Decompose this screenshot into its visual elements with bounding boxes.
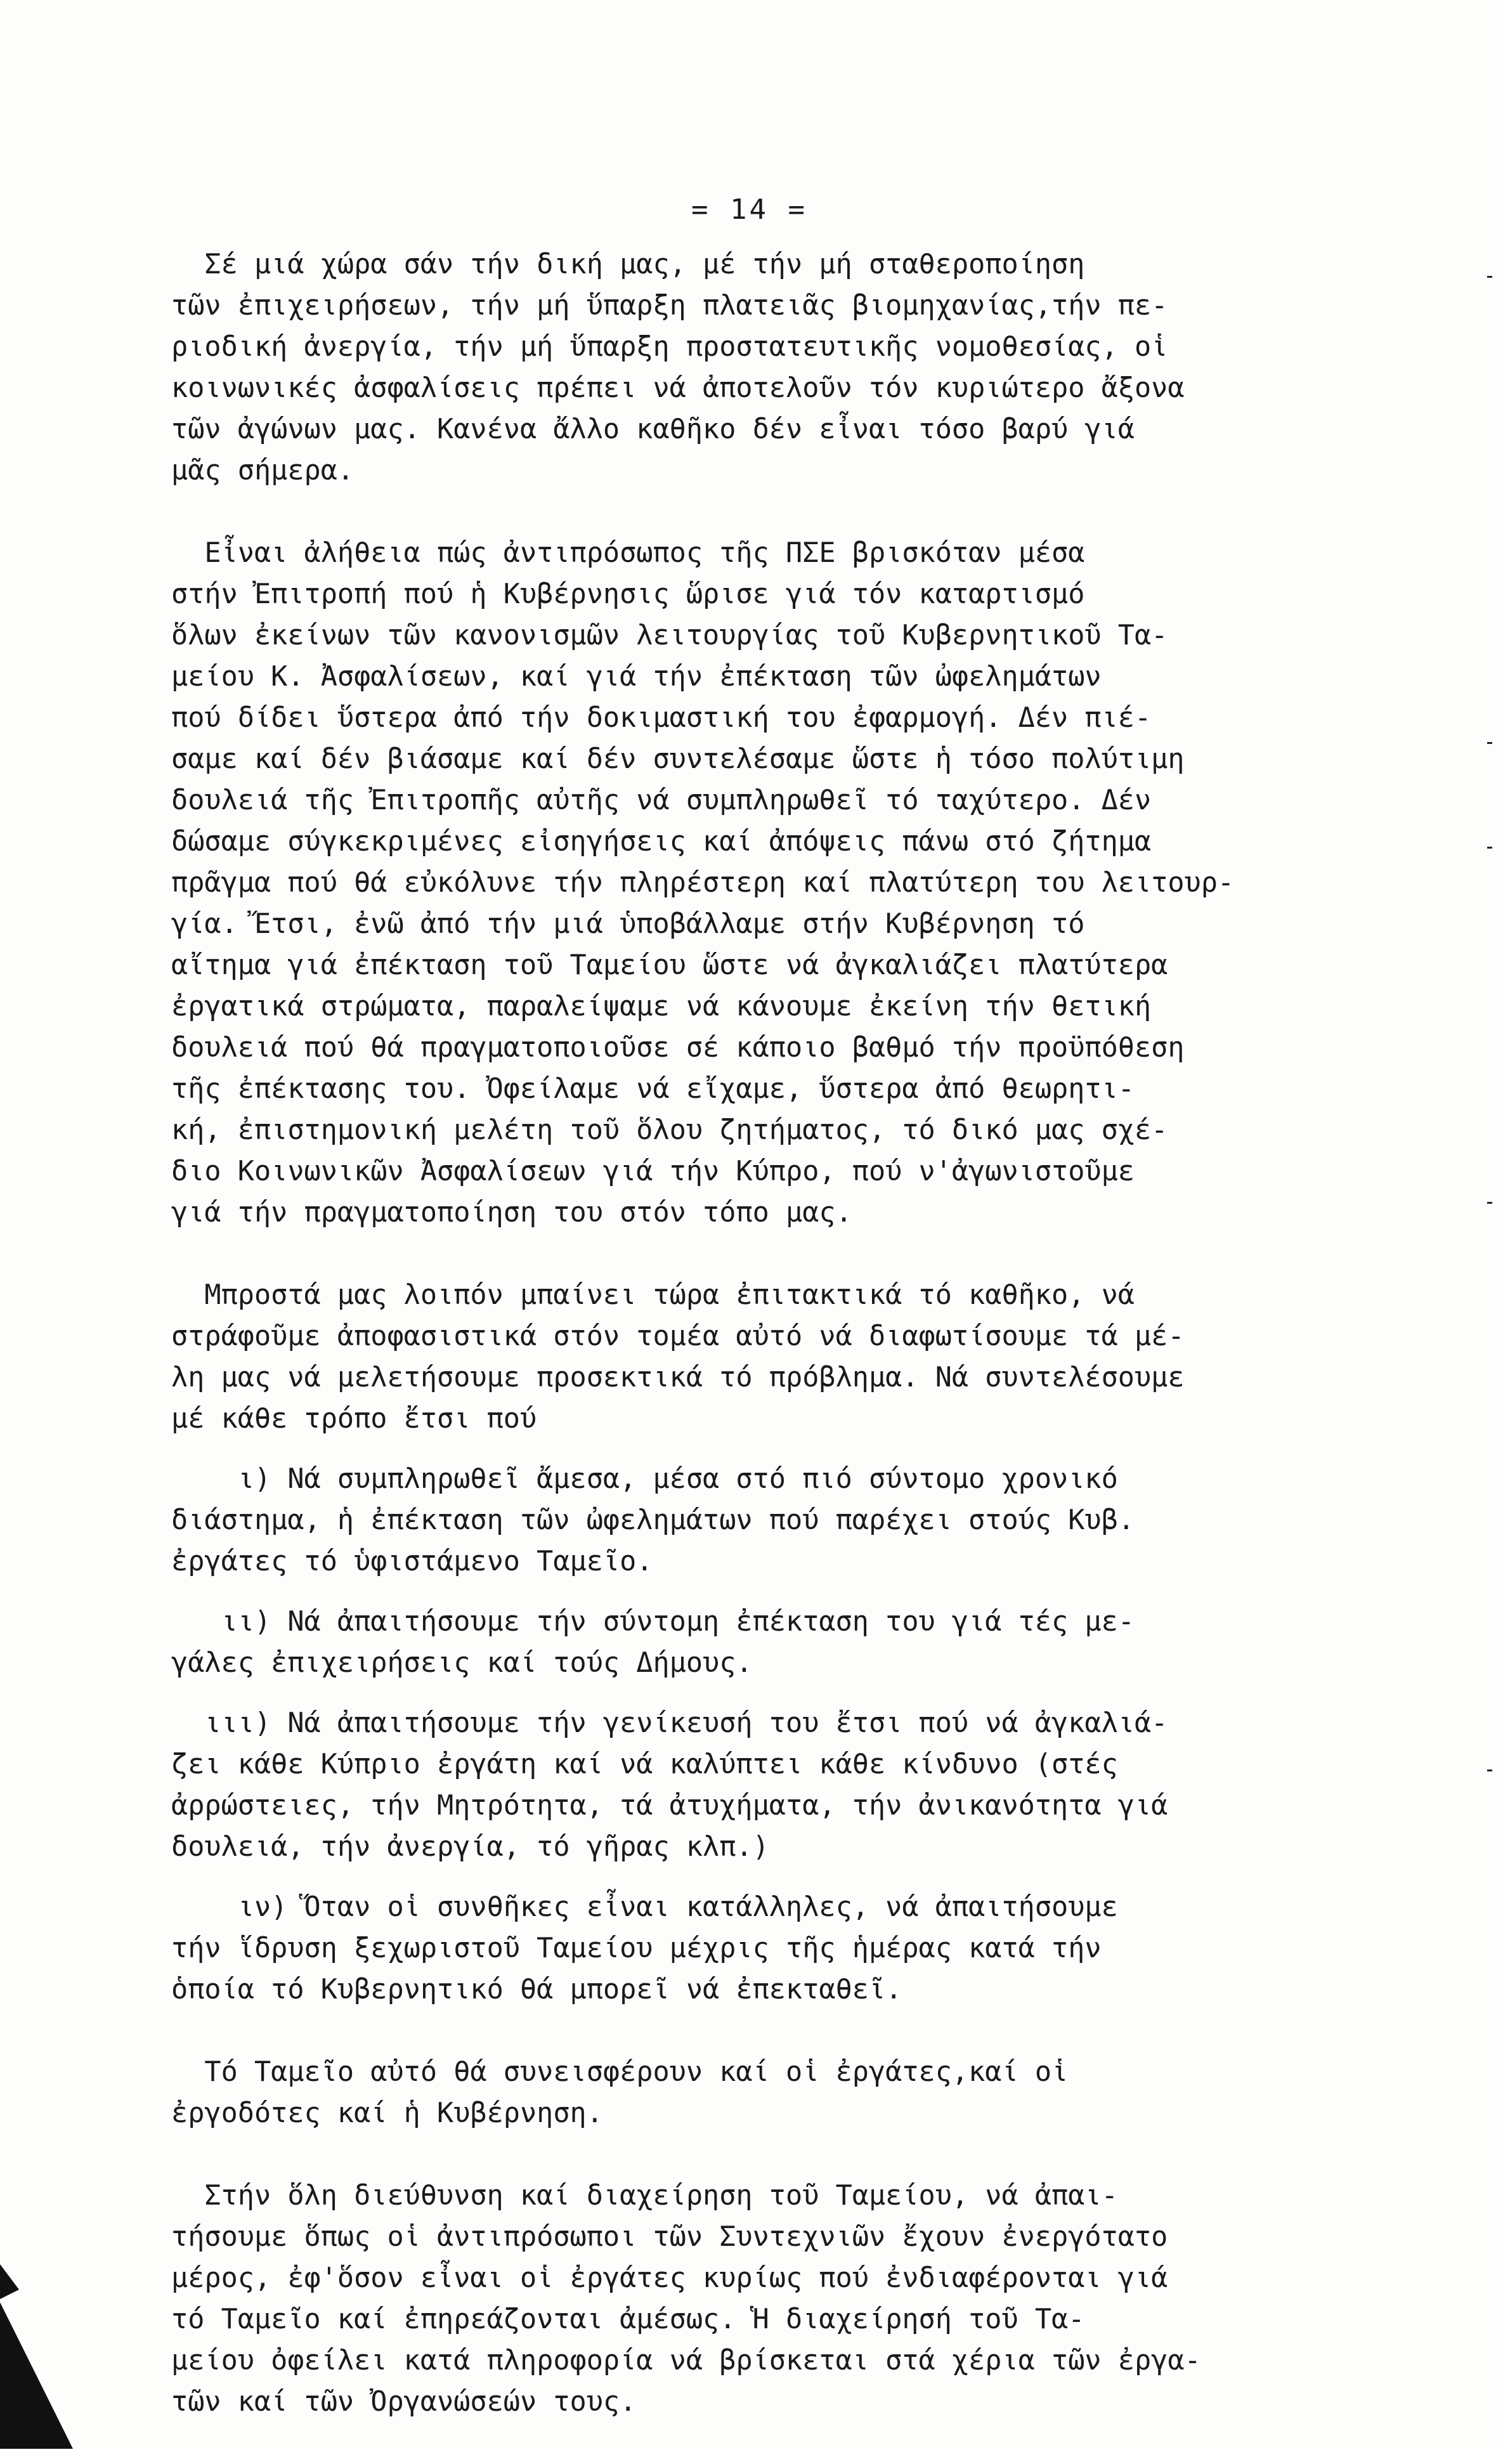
page-number: = 14 = <box>691 193 807 226</box>
text-line: διάστημα, ἡ ἐπέκταση τῶν ὠφελημάτων πού παρέχει στούς Κυβ. <box>171 1504 1135 1536</box>
text-line: Εἶναι ἀλήθεια πώς ἀντιπρόσωπος τῆς ΠΣΕ βρισκόταν μέσα <box>171 537 1085 569</box>
text-line: πρᾶγμα πού θά εὐκόλυνε τήν πληρέστερη καί πλατύτερη του λειτουρ- <box>171 867 1235 899</box>
text-line: διο Κοινωνικῶν Ἀσφαλίσεων γιά τήν Κύπρο, πού ν'ἀγωνιστοῦμε <box>171 1156 1135 1187</box>
text-line: δώσαμε σύγκεκριμένες εἰσηγήσεις καί ἀπόψεις πάνω στό ζήτημα <box>171 826 1152 857</box>
paragraph-tasks-intro <box>171 1275 1376 1440</box>
text-line: ιι) Νά ἀπαιτήσουμε τήν σύντομη ἐπέκταση του γιά τές με- <box>171 1606 1135 1638</box>
list-item-ii <box>171 1601 1376 1684</box>
text-line: σαμε καί δέν βιάσαμε καί δέν συντελέσαμε ὥστε ἡ τόσο πολύτιμη <box>171 743 1185 775</box>
text-line: τήσουμε ὅπως οἱ ἀντιπρόσωποι τῶν Συντεχνιῶν ἔχουν ἐνεργότατο <box>171 2221 1168 2253</box>
text-line: στήν Ἐπιτροπή πού ἡ Κυβέρνησις ὥρισε γιά τόν καταρτισμό <box>171 578 1085 610</box>
list-item-iii <box>171 1703 1376 1868</box>
text-line: ριοδική ἀνεργία, τήν μή ὕπαρξη προστατευτικῆς νομοθεσίας, οἱ <box>171 331 1168 363</box>
scan-edge-mark <box>1487 1202 1492 1204</box>
text-line: τῶν ἀγώνων μας. Κανένα ἄλλο καθῆκο δέν εἶναι τόσο βαρύ γιά <box>171 414 1135 445</box>
text-line: μέρος, ἐφ'ὅσον εἶναι οἱ ἐργάτες κυρίως πού ἐνδιαφέρονται γιά <box>171 2262 1168 2294</box>
text-line: μᾶς σήμερα. <box>171 455 355 486</box>
text-line: μείου Κ. Ἀσφαλίσεων, καί γιά τήν ἐπέκταση τῶν ὠφελημάτων <box>171 661 1102 693</box>
text-line: Σέ μιά χώρα σάν τήν δική μας, μέ τήν μή σταθεροποίηση <box>171 249 1085 280</box>
text-line: στράφοῦμε ἀποφασιστικά στόν τομέα αὐτό νά διαφωτίσουμε τά μέ- <box>171 1320 1185 1352</box>
text-line: γία. Ἔτσι, ἐνῶ ἀπό τήν μιά ὑποβάλλαμε στήν Κυβέρνηση τό <box>171 908 1085 940</box>
text-line: Τό Ταμεῖο αὐτό θά συνεισφέρουν καί οἱ ἐργάτες,καί οἱ <box>171 2056 1069 2088</box>
text-line: λη μας νά μελετήσουμε προσεκτικά τό πρόβλημα. Νά συντελέσουμε <box>171 1362 1185 1393</box>
text-line: ιιι) Νά ἀπαιτήσουμε τήν γενίκευσή του ἔτσι πού νά ἀγκαλιά- <box>171 1707 1168 1739</box>
text-line: γιά τήν πραγματοποίηση του στόν τόπο μας. <box>171 1197 852 1229</box>
paragraph-committee <box>171 533 1376 1234</box>
document-body <box>171 244 1376 2464</box>
text-line: Μπροστά μας λοιπόν μπαίνει τώρα ἐπιτακτικά τό καθῆκο, νά <box>171 1279 1135 1311</box>
text-line: τήν ἵδρυση ξεχωριστοῦ Ταμείου μέχρις τῆς ἡμέρας κατά τήν <box>171 1933 1102 1964</box>
paragraph-social-insurance <box>171 244 1376 492</box>
text-line: κή, ἐπιστημονική μελέτη τοῦ ὅλου ζητήματος, τό δικό μας σχέ- <box>171 1114 1168 1146</box>
text-line: πού δίδει ὕστερα ἀπό τήν δοκιμαστική του ἐφαρμογή. Δέν πιέ- <box>171 702 1152 734</box>
text-line: ὁποία τό Κυβερνητικό θά μπορεῖ νά ἐπεκταθεῖ. <box>171 1974 902 2005</box>
text-line: δουλειά, τήν ἀνεργία, τό γῆρας κλπ.) <box>171 1831 769 1863</box>
scan-edge-mark <box>1487 276 1492 278</box>
text-line: ιν) Ὅταν οἱ συνθῆκες εἶναι κατάλληλες, νά ἀπαιτήσουμε <box>171 1891 1118 1923</box>
text-line: ι) Νά συμπληρωθεῖ ἄμεσα, μέσα στό πιό σύντομο χρονικό <box>171 1463 1118 1495</box>
text-line: τῶν ἐπιχειρήσεων, τήν μή ὕπαρξη πλατειᾶς βιομηχανίας,τήν πε- <box>171 290 1168 322</box>
text-line: δουλειά τῆς Ἐπιτροπῆς αὐτῆς νά συμπληρωθεῖ τό ταχύτερο. Δέν <box>171 785 1152 816</box>
paragraph-fund-management <box>171 2175 1376 2423</box>
text-line: ζει κάθε Κύπριο ἐργάτη καί νά καλύπτει κάθε κίνδυνο (στές <box>171 1749 1118 1780</box>
text-line: μέ κάθε τρόπο ἔτσι πού <box>171 1403 537 1435</box>
text-line: ὅλων ἐκείνων τῶν κανονισμῶν λειτουργίας τοῦ Κυβερνητικοῦ Τα- <box>171 620 1168 651</box>
text-line: αἴτημα γιά ἐπέκταση τοῦ Ταμείου ὥστε νά ἀγκαλιάζει πλατύτερα <box>171 949 1168 981</box>
list-item-iv <box>171 1887 1376 2011</box>
text-line: ἀρρώστειες, τήν Μητρότητα, τά ἀτυχήματα, τήν ἀνικανότητα γιά <box>171 1790 1168 1822</box>
scan-edge-mark <box>1487 742 1492 744</box>
text-line: ἐργατικά στρώματα, παραλείψαμε νά κάνουμε ἐκείνη τήν θετική <box>171 991 1152 1022</box>
scan-corner-artifact <box>0 2264 76 2449</box>
paragraph-fund-contributions <box>171 2052 1376 2134</box>
text-line: ἐργοδότες καί ἡ Κυβέρνηση. <box>171 2097 603 2129</box>
text-line: κοινωνικές ἀσφαλίσεις πρέπει νά ἀποτελοῦν τόν κυριώτερο ἄξονα <box>171 372 1185 404</box>
list-item-i <box>171 1459 1376 1582</box>
text-line: τῶν καί τῶν Ὀργανώσεών τους. <box>171 2386 637 2418</box>
text-line: Στήν ὅλη διεύθυνση καί διαχείρηση τοῦ Ταμείου, νά ἀπαι- <box>171 2180 1118 2212</box>
text-line: τό Ταμεῖο καί ἐπηρεάζονται ἀμέσως. Ἡ διαχείρησή τοῦ Τα- <box>171 2304 1085 2335</box>
text-line: γάλες ἐπιχειρήσεις καί τούς Δήμους. <box>171 1647 753 1679</box>
text-line: δουλειά πού θά πραγματοποιοῦσε σέ κάποιο βαθμό τήν προϋπόθεση <box>171 1032 1185 1064</box>
text-line: μείου ὀφείλει κατά πληροφορία νά βρίσκεται στά χέρια τῶν ἐργα- <box>171 2345 1201 2376</box>
scan-edge-mark <box>1487 847 1492 849</box>
text-line: τῆς ἐπέκτασης του. Ὀφείλαμε νά εἴχαμε, ὕστερα ἀπό θεωρητι- <box>171 1073 1135 1105</box>
text-line: ἐργάτες τό ὑφιστάμενο Ταμεῖο. <box>171 1546 653 1577</box>
scan-edge-mark <box>1487 1770 1492 1771</box>
